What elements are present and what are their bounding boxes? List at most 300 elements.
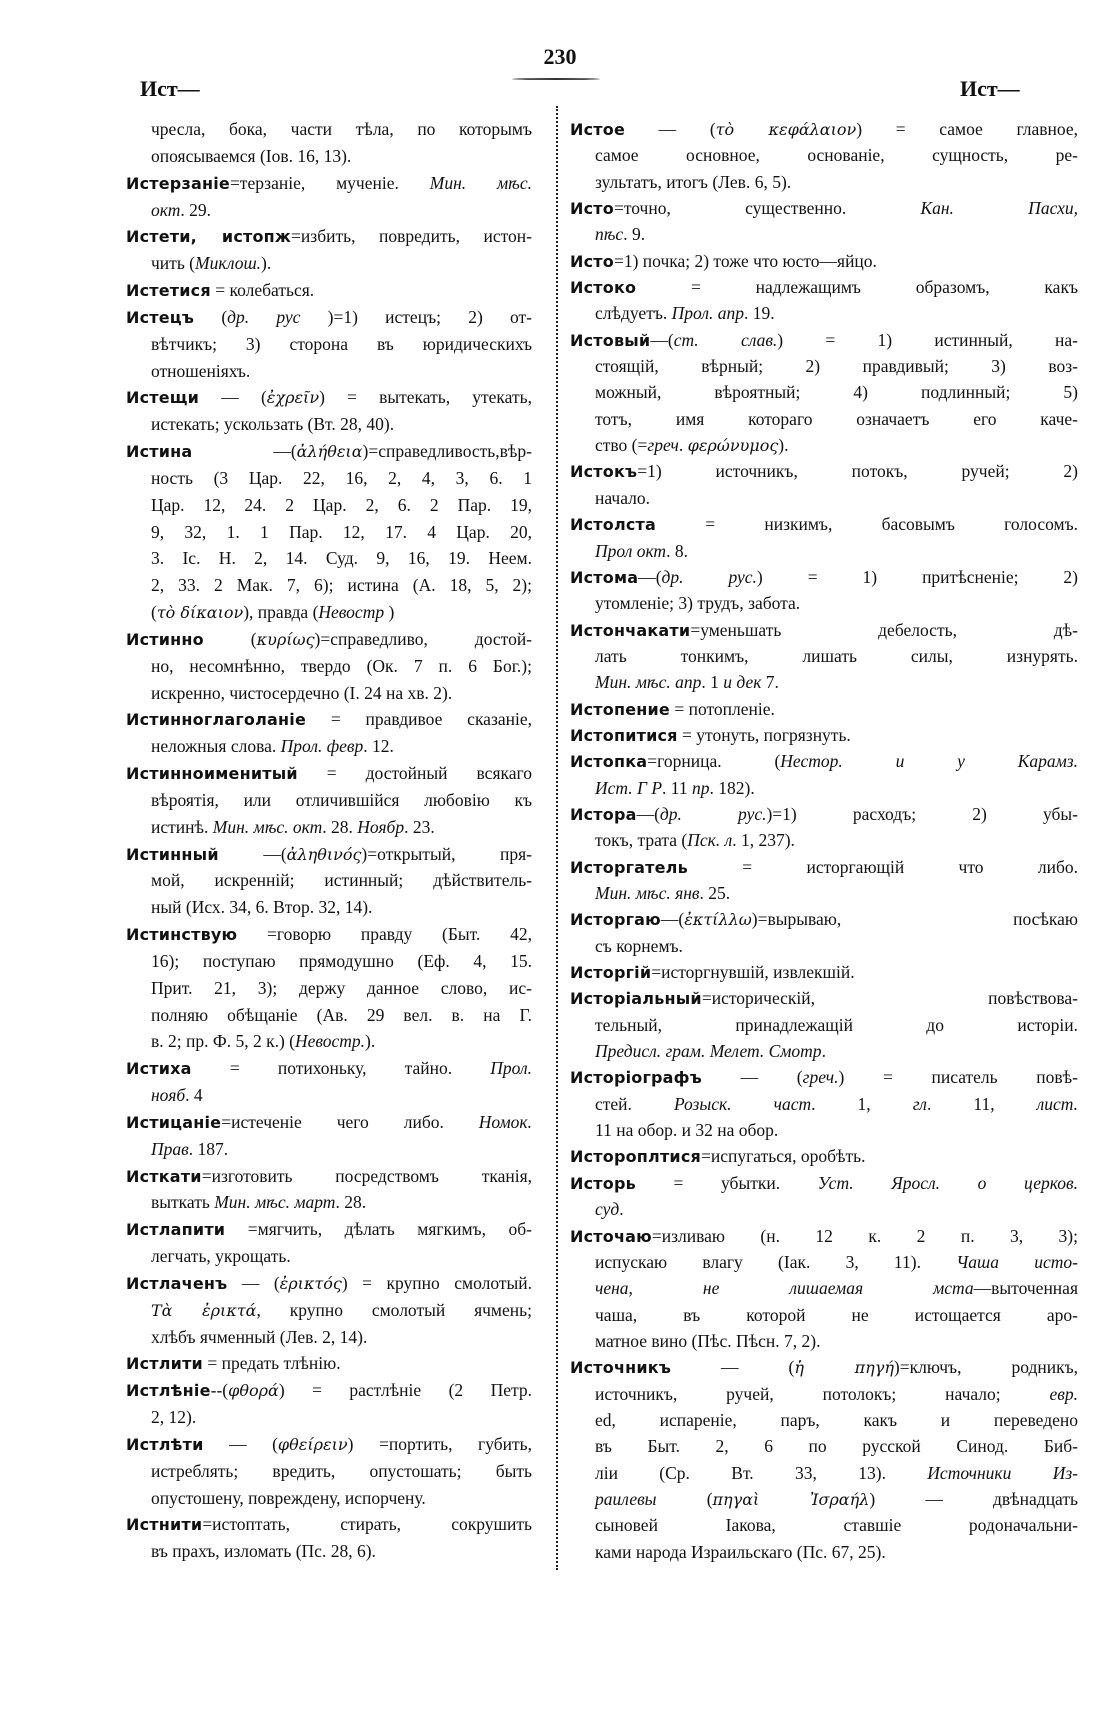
entry-line: [126, 1271, 532, 1295]
definition-text: =изготовить посредствомъ тканія,: [201, 1165, 532, 1186]
entry-continuation-line: [151, 1029, 532, 1053]
entry-continuation-line: [151, 412, 532, 436]
definition-text: =испугаться, оробѣть.: [701, 1146, 866, 1167]
entry-continuation-line: [595, 301, 1078, 325]
definition-text: опоясываемся (Іов. 16, 13).: [151, 145, 352, 166]
definition-text: . 187.: [188, 1138, 229, 1159]
entry-continuation-line: [595, 1276, 1078, 1300]
citation-italic: Уст. Яросл. о церков.: [817, 1172, 1078, 1193]
entry-line: [570, 512, 1078, 536]
entry-line: [570, 1065, 1078, 1089]
definition-text: можный, вѣроятный; 4) подлинный; 5): [595, 382, 1078, 403]
definition-text: . 12.: [363, 736, 394, 757]
headword: Истома: [570, 567, 639, 587]
citation-italic: Ноябр: [357, 816, 405, 837]
definition-text: стоящій, вѣрный; 2) правдивый; 3) воз-: [595, 356, 1078, 377]
headword: Истецъ: [126, 307, 195, 327]
entry-continuation-line: [595, 881, 1078, 905]
definition-text: матное вино (Пѣс. Пѣсн. 7, 2).: [595, 1330, 821, 1351]
entry-line: [570, 249, 1078, 273]
definition-text: истекать; ускользать (Вт. 28, 40).: [151, 414, 395, 435]
headword: Истороплтися: [570, 1147, 702, 1167]
entry-continuation-line: [151, 868, 532, 892]
definition-text: ), правда (: [243, 602, 319, 622]
entry-line: [126, 171, 532, 195]
definition-text: (: [151, 602, 157, 622]
definition-text: —(: [636, 803, 660, 824]
headword: Истопка: [570, 752, 648, 772]
headword: Истлити: [126, 1354, 203, 1374]
definition-text: начало.: [595, 487, 651, 508]
definition-text: 16); поступаю прямодушно (Еф. 4, 15.: [151, 950, 532, 971]
entry-line: [570, 802, 1078, 826]
entry-continuation-line: [151, 654, 532, 678]
headword: Истицаніе: [126, 1112, 222, 1132]
headword: Исто: [570, 251, 614, 271]
entry-continuation-line: [151, 1244, 532, 1268]
entry-line: [570, 907, 1078, 931]
headword: Истопение: [570, 699, 670, 719]
definition-text: =истоптать, стирать, сокрушить: [202, 1514, 532, 1535]
running-head-left: Ист—: [140, 76, 200, 101]
entry-continuation-line: [595, 1039, 1078, 1063]
definition-text: но, несомнѣнно, твердо (Ок. 7 п. 6 Бог.);: [151, 655, 532, 676]
citation-italic: суд: [595, 1199, 620, 1220]
entry-continuation-line: [595, 1461, 1078, 1485]
citation-italic: пр: [692, 777, 710, 798]
entry-line: [570, 749, 1078, 773]
definition-text: . 11: [662, 777, 693, 798]
citation-italic: Мин. мѣс.: [429, 172, 532, 193]
definition-text: . 19.: [743, 303, 775, 324]
citation-italic: окт: [151, 199, 181, 220]
headword: Истончакати: [570, 620, 691, 640]
definition-text: =точно, существенно.: [613, 198, 921, 219]
definition-text: искренно, чистосердечно (I. 24 на хв. 2).: [151, 682, 453, 703]
entry-continuation-line: [595, 1118, 1078, 1142]
entry-line: [126, 707, 532, 731]
entry-continuation-line: [595, 1092, 1078, 1116]
entry-line: [126, 1432, 532, 1456]
definition-text: =историческій, повѣствова-: [701, 988, 1078, 1009]
entry-line: [126, 1110, 532, 1134]
entry-continuation-line: [151, 1137, 532, 1161]
definition-text: —(: [192, 441, 297, 461]
greek-text: ἐρικτός: [279, 1273, 342, 1293]
citation-italic: Мин. мѣс. окт: [212, 816, 323, 837]
definition-text: = исторгающій что либо.: [687, 856, 1078, 877]
definition-text: =изливаю (н. 12 к. 2 п. 3, 3);: [651, 1225, 1078, 1246]
headword: Истолста: [570, 515, 657, 535]
entry-continuation-line: [151, 1459, 532, 1483]
entry-line: [570, 1171, 1078, 1195]
citation-italic: Мин. мѣс. апр: [595, 672, 702, 693]
definition-text: опустошену, повреждену, испорчену.: [151, 1487, 426, 1508]
citation-italic: Мин. мѣс. янв: [595, 883, 700, 904]
headword: Истлѣніе: [126, 1381, 211, 1401]
entry-continuation-line: [151, 1298, 532, 1322]
definition-text: . 25.: [699, 883, 731, 904]
entry-line: [570, 459, 1078, 483]
entry-continuation-line: [151, 546, 532, 570]
entry-continuation-line: [595, 828, 1078, 852]
definition-text: Цар. 12, 24. 2 Цар. 2, 6. 2 Пар. 19,: [151, 494, 532, 515]
citation-italic: Прол.: [490, 1058, 532, 1079]
definition-text: лать тонкимъ, лишать силы, изнурять.: [595, 645, 1078, 666]
definition-text: (: [656, 1488, 713, 1509]
greek-text: Τὰ ἐρικτά: [151, 1300, 257, 1320]
headword: Истовый: [570, 330, 651, 350]
entry-continuation-line: [595, 407, 1078, 431]
definition-text: вѣтчикъ; 3) сторона въ юридическихъ: [151, 333, 532, 354]
definition-text: =терзаніе, мученіе.: [229, 172, 430, 193]
entry-continuation-line: [151, 1190, 532, 1214]
headword: Источникъ: [570, 1358, 672, 1378]
entry-continuation-line: [595, 644, 1078, 668]
headword: Истина: [126, 442, 193, 461]
definition-text: =мягчить, дѣлать мягкимъ, об-: [225, 1219, 532, 1240]
entry-line: [126, 278, 532, 302]
definition-text: неложныя слова.: [151, 736, 281, 757]
headword: Исторіальный: [570, 989, 702, 1009]
headword: Истинноглаголаніе: [126, 710, 306, 730]
entry-continuation-line: [595, 1197, 1078, 1221]
entry-continuation-line: [151, 117, 532, 141]
entry-continuation-line: [595, 170, 1078, 194]
entry-line: [570, 618, 1078, 642]
entry-continuation-line: [151, 573, 532, 597]
definition-text: (: [194, 306, 228, 327]
definition-text: легчать, укрощать.: [151, 1246, 291, 1266]
greek-text: κυρίως: [256, 629, 315, 649]
definition-text: — (: [625, 119, 716, 139]
entry-continuation-line: [151, 520, 532, 544]
entry-line: [570, 960, 1078, 984]
greek-text: φθορά: [228, 1381, 279, 1401]
entry-line: [126, 842, 532, 866]
entry-continuation-line: [151, 466, 532, 490]
definition-text: = колебаться.: [210, 280, 315, 300]
definition-text: 9, 32, 1. 1 Пар. 12, 17. 4 Цар. 20,: [151, 521, 532, 542]
definition-text: . 11,: [926, 1093, 1037, 1114]
definition-text: = потихоньку, тайно.: [191, 1058, 491, 1079]
citation-italic: гл: [912, 1093, 927, 1114]
entry-line: [570, 723, 1078, 747]
definition-text: 2, 12).: [151, 1407, 197, 1427]
greek-text: ἐχρεῖν: [266, 388, 320, 408]
citation-italic: Пск. л: [687, 830, 733, 851]
definition-text: ) = 1) истинный, на-: [777, 329, 1079, 350]
headword: Истинно: [126, 629, 204, 649]
entry-continuation-line: [595, 1329, 1078, 1353]
definition-text: стей.: [595, 1093, 674, 1114]
definition-text: зультатъ, итогъ (Лев. 6, 5).: [595, 171, 792, 192]
entry-continuation-line: [595, 1303, 1078, 1327]
definition-text: — (: [671, 1357, 795, 1378]
page-number: 230: [543, 44, 577, 69]
headword: Истинный: [126, 844, 219, 864]
citation-italic: др. рус.: [659, 803, 767, 824]
definition-text: = утонуть, погрязнуть.: [677, 724, 851, 745]
entry-continuation-line: [151, 198, 532, 222]
headword: Исторгій: [570, 963, 652, 983]
definition-text: испускаю влагу (Іак. 3, 11).: [595, 1251, 957, 1272]
citation-italic: Невостр: [318, 602, 385, 622]
headword: Истопитися: [570, 725, 678, 745]
definition-text: . 1: [701, 672, 724, 693]
entry-continuation-line: [595, 354, 1078, 378]
definition-text: )=1) расходъ; 2) убы-: [766, 803, 1078, 824]
entry-continuation-line: [595, 380, 1078, 404]
definition-text: ) =портить, губить,: [347, 1433, 532, 1454]
definition-text: .: [678, 435, 688, 456]
citation-italic: Прол окт: [595, 540, 667, 561]
entry-continuation-line: [151, 251, 532, 275]
citation-italic: др. рус: [227, 306, 301, 327]
definition-text: сыновей Іакова, ставшіе родоначальни-: [595, 1515, 1078, 1536]
greek-text: τὸ δίκαιον: [156, 603, 244, 622]
definition-text: истинѣ.: [151, 816, 213, 837]
headword: Исторгатель: [570, 857, 688, 877]
definition-text: самое основное, основаніе, сущность, ре-: [595, 145, 1078, 166]
entry-continuation-line: [595, 486, 1078, 510]
entry-continuation-line: [595, 1382, 1078, 1406]
entry-continuation-line: [151, 1539, 532, 1563]
entry-continuation-line: [151, 788, 532, 812]
headword: Истлѣти: [126, 1434, 204, 1454]
citation-italic: Нестор. и у Карамз.: [780, 751, 1078, 772]
entry-line: [570, 697, 1078, 721]
headword: Истнити: [126, 1515, 203, 1535]
definition-text: =исторгнувшій, извлекшій.: [651, 962, 855, 983]
definition-text: = предать тлѣнію.: [202, 1353, 341, 1374]
definition-text: = надлежащимъ образомъ, какъ: [636, 277, 1078, 298]
definition-text: . 29.: [180, 199, 211, 220]
definition-text: 2, 33. 2 Мак. 7, 6); истина (А. 18, 5, 2);: [151, 575, 532, 596]
definition-text: --(: [210, 1380, 229, 1401]
citation-italic: нояб: [151, 1085, 186, 1105]
entry-line: [570, 328, 1078, 352]
entry-continuation-line: [151, 949, 532, 973]
definition-text: ) = 1) притѣсненіе; 2): [756, 566, 1078, 587]
headword: Истети, истопж: [126, 227, 292, 247]
citation-italic: греч.: [802, 1067, 839, 1088]
definition-text: ный (Исх. 34, 6. Втор. 32, 14).: [151, 897, 373, 918]
entry-line: [126, 385, 532, 409]
headword: Истинствую: [126, 925, 238, 944]
entry-continuation-line: [595, 776, 1078, 800]
citation-italic: Невостр.: [294, 1031, 366, 1052]
headword: Истлаченъ: [126, 1273, 228, 1293]
entry-continuation-line: [595, 143, 1078, 167]
definition-text: )=справедливость,вѣр-: [362, 441, 532, 461]
citation-italic: лист.: [1036, 1093, 1078, 1114]
entry-continuation-line: [151, 332, 532, 356]
definition-text: = достойный всякаго: [297, 763, 532, 783]
entry-line: [570, 855, 1078, 879]
definition-text: въ Быт. 2, 6 по русской Синод. Биб-: [595, 1436, 1078, 1457]
entry-line: [126, 1512, 532, 1536]
definition-text: . 9.: [623, 224, 646, 245]
entry-line: [126, 1351, 532, 1375]
citation-italic: Источники Из-: [927, 1462, 1078, 1483]
entry-continuation-line: [151, 1486, 532, 1510]
definition-text: =уменьшать дебелость, дѣ-: [690, 619, 1078, 640]
definition-text: — (: [227, 1272, 280, 1293]
definition-text: 11 на обор. и 32 на обор.: [595, 1120, 779, 1141]
definition-text: = убытки.: [635, 1172, 818, 1193]
entry-line: [126, 305, 532, 329]
headword: Источаю: [570, 1226, 652, 1246]
page-number-rule: [512, 78, 600, 80]
entry-continuation-line: [595, 670, 1078, 694]
definition-text: съ корнемъ.: [595, 935, 683, 956]
entry-line: [126, 1056, 532, 1080]
entry-line: [126, 761, 532, 785]
greek-text: ἡ πηγή: [794, 1358, 894, 1378]
definition-text: ками народа Израильскаго (Пс. 67, 25).: [595, 1541, 886, 1562]
definition-text: )=открытый, пря-: [361, 843, 533, 864]
definition-text: в. 2; пр. Ф. 5, 2 к.) (: [151, 1031, 295, 1052]
greek-text: ἀλήθεια: [296, 442, 363, 461]
definition-text: = правдивое сказаніе,: [306, 709, 532, 730]
citation-italic: Номок.: [478, 1111, 532, 1132]
citation-italic: раилевы: [595, 1488, 657, 1509]
definition-text: ): [384, 602, 395, 622]
entry-continuation-line: [151, 493, 532, 517]
definition-text: ность (3 Цар. 22, 16, 2, 4, 3, 6. 1: [151, 467, 532, 488]
greek-text: φερώνυμος: [687, 436, 779, 456]
definition-text: чресла, бока, части тѣла, по которымъ: [151, 119, 532, 139]
definition-text: —(: [650, 329, 674, 350]
definition-text: = потопленіе.: [669, 698, 775, 719]
entry-line: [570, 565, 1078, 589]
entry-continuation-line: [151, 895, 532, 919]
entry-line: [126, 224, 532, 248]
entry-continuation-line: [595, 222, 1078, 246]
citation-italic: Предисл. грам. Мелет. Смотр: [595, 1041, 822, 1062]
definition-text: ) — двѣнадцать: [869, 1488, 1078, 1509]
headword: Исто: [570, 199, 614, 219]
headword: Исторгаю: [570, 910, 661, 930]
entry-continuation-line: [595, 433, 1078, 457]
headword: Исторь: [570, 1173, 636, 1193]
citation-italic: и дек: [723, 672, 762, 693]
definition-text: —(: [638, 566, 662, 587]
definition-text: слѣдуетъ.: [595, 303, 672, 324]
headword: Исторіографъ: [570, 1068, 702, 1088]
entry-continuation-line: [595, 934, 1078, 958]
entry-continuation-line: [595, 1487, 1078, 1511]
headword: Истлапити: [126, 1220, 226, 1240]
definition-text: ) = растлѣніе (2 Петр.: [278, 1380, 532, 1401]
definition-text: источникъ, ручей, потолокъ; начало;: [595, 1383, 1050, 1404]
entry-continuation-line: [151, 815, 532, 839]
entry-line: [126, 1378, 532, 1402]
definition-text: ) = вытекать, утекать,: [319, 387, 532, 408]
definition-text: въ прахъ, изломать (Пс. 28, 6).: [151, 1541, 376, 1562]
citation-italic: Прав: [151, 1138, 189, 1159]
citation-italic: Розыск. част: [673, 1093, 812, 1114]
running-head-right: Ист—: [960, 76, 1020, 101]
entry-continuation-line: [595, 1434, 1078, 1458]
citation-italic: Ист. Г Р: [595, 777, 663, 798]
definition-text: =говорю правду (Быт. 42,: [237, 924, 532, 944]
definition-text: . 23.: [404, 816, 435, 837]
entry-line: [126, 1217, 532, 1241]
headword: Истиха: [126, 1059, 192, 1079]
entry-continuation-line: [151, 1405, 532, 1429]
entry-continuation-line: [151, 1003, 532, 1027]
entry-continuation-line: [595, 1250, 1078, 1274]
entry-continuation-line: [151, 976, 532, 1000]
definition-text: . 182).: [709, 777, 755, 798]
entry-line: [570, 1355, 1078, 1379]
definition-text: ство (=: [595, 435, 648, 456]
entry-continuation-line: [595, 539, 1078, 563]
definition-text: =1) почка; 2) тоже что юсто—яйцо.: [613, 250, 877, 271]
definition-text: тотъ, имя котораго означаетъ его каче-: [595, 408, 1078, 429]
headword: Истинноименитый: [126, 764, 298, 783]
definition-text: ліи (Ср. Вт. 33, 13).: [595, 1462, 928, 1483]
definition-text: ).: [778, 435, 789, 456]
entry-continuation-line: [595, 1513, 1078, 1537]
definition-text: )=1) истецъ; 2) от-: [300, 306, 532, 327]
citation-italic: греч: [647, 435, 679, 456]
citation-italic: Чаша исто-: [956, 1251, 1078, 1272]
entry-continuation-line: [595, 1408, 1078, 1432]
entry-continuation-line: [151, 1325, 532, 1349]
column-divider: [556, 106, 558, 1570]
definition-text: чаша, въ которой не истощается аро-: [595, 1304, 1078, 1325]
citation-italic: Кан. Пасхи,: [920, 198, 1078, 219]
definition-text: —(: [660, 909, 685, 930]
definition-text: ) = самое главное,: [856, 119, 1078, 139]
headword: Исткати: [126, 1166, 202, 1186]
citation-italic: др. рус.: [661, 566, 757, 587]
definition-text: —выточенная: [973, 1278, 1078, 1299]
headword: Истокъ: [570, 462, 638, 482]
definition-text: . 1, 237).: [732, 830, 795, 851]
citation-italic: ст. слав.: [673, 329, 778, 350]
greek-text: ἀληθινός: [286, 844, 362, 864]
definition-text: ) = писатель повѣ-: [838, 1067, 1078, 1088]
greek-text: φθείρειν: [277, 1434, 348, 1454]
definition-text: )=вырываю, посѣкаю: [751, 909, 1078, 930]
entry-line: [126, 439, 532, 463]
definition-text: —(: [218, 843, 287, 864]
definition-text: токъ, трата (: [595, 830, 688, 851]
definition-text: ed, испареніе, паръ, какъ и переведено: [595, 1409, 1078, 1430]
citation-italic: евр.: [1049, 1383, 1078, 1404]
definition-text: полняю обѣщаніе (Ав. 29 вел. в. на Г.: [151, 1004, 532, 1025]
definition-text: вѣроятія, или отличившійся любовію къ: [151, 789, 532, 810]
entry-continuation-line: [595, 1013, 1078, 1037]
definition-text: )=справедливо, достой-: [314, 628, 533, 649]
definition-text: мой, искренній; истинный; дѣйствитель-: [151, 870, 532, 891]
greek-text: τὸ κεφάλαιον: [715, 120, 857, 139]
definition-text: Прит. 21, 3); держу данное слово, ис-: [151, 977, 532, 998]
headword: Истора: [570, 804, 637, 824]
definition-text: — (: [701, 1067, 803, 1088]
definition-text: ) = крупно смолотый.: [341, 1272, 532, 1293]
headword: Истоко: [570, 278, 637, 298]
headword: Истещи: [126, 388, 200, 408]
definition-text: ).: [365, 1031, 376, 1052]
entry-line: [570, 196, 1078, 220]
definition-text: . 4: [185, 1085, 203, 1105]
definition-text: .: [821, 1041, 826, 1062]
